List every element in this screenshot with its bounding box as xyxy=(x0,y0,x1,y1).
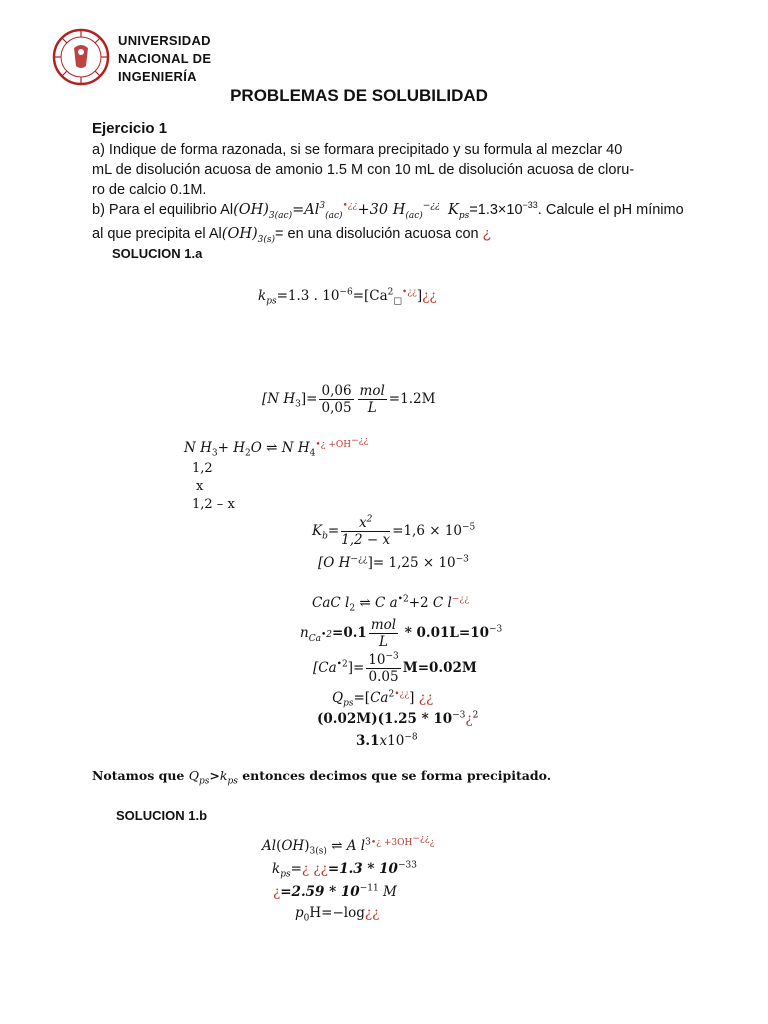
problem-a-line: ro de calcio 0.1M. xyxy=(92,182,207,198)
kps-value: =1.3×10 xyxy=(469,202,523,218)
cacl2-dissociation: CaC $l_2$ ⇌ C $a^{•2}+2$ C l−¿¿ xyxy=(312,594,470,614)
aloh3-dissociation: $Al(OH)_{3(s)}$ ⇌ A $l^{3•¿ +3OH^{-¿¿}¿}$ xyxy=(262,833,435,857)
al-oh3-solid: $(OH)_{3(s)}$ xyxy=(221,226,276,245)
university-name xyxy=(118,32,211,86)
kps-equation-2: $k_{ps}=¿$ ¿¿$=1.3 * 10^{-33}$ xyxy=(272,860,417,880)
problem-b-prefix: b) Para el equilibrio Al xyxy=(92,202,234,218)
ice-equilibrium: 1,2 – x xyxy=(192,497,235,512)
problem-b-line2-suffix: = en una disolución acuosa con xyxy=(275,226,479,242)
solution-b-heading: SOLUCION 1.b xyxy=(116,808,208,823)
university-seal-logo xyxy=(52,28,110,86)
problem-b-line2 xyxy=(92,224,682,244)
problem-a-line: mL de disolución acuosa de amonio 1.5 M con 10 mL de disolución acuosa de cloru- xyxy=(92,162,635,178)
al-oh3-formula: $(OH)_{3(ac)}=Al^3_{(ac)}^{•¿¿}+30$ $H_{(ac)}^{-¿¿}$ xyxy=(233,201,440,221)
university-line: INGENIERÍA xyxy=(118,69,197,84)
university-line: NACIONAL DE xyxy=(118,51,212,66)
problem-a xyxy=(92,140,682,200)
problem-b-line2-prefix: al que precipita el Al xyxy=(92,226,222,242)
ca-concentration: $[Ca^{•2}]=$ $\frac{10^{-3}}{0.05}$ M=0.02M xyxy=(313,651,477,685)
nh3-equilibrium-equation: N $H_3+ H_2O$ ⇌ N $H_4^{•¿ +OH^{-¿¿}}$ xyxy=(184,435,369,459)
garbled-char: ¿ xyxy=(482,226,492,242)
problem-b-suffix: . Calcule el pH mínimo xyxy=(537,202,684,218)
kps-exponent: −33 xyxy=(522,200,538,211)
problem-b-line1 xyxy=(92,200,712,220)
problem-a-line: a) Indique de forma razonada, si se formara precipitado y su formula al mezclar 40 xyxy=(92,142,623,158)
solution-a-heading: SOLUCION 1.a xyxy=(112,246,203,261)
nh3-concentration-equation: [N $H_3]=$ $\frac{0,06}{0,05}$ $\frac{\text{mol}}{L}$ =1.2M xyxy=(262,383,436,416)
qps-definition: $Q_{ps}=[Ca^{2•¿¿}]$ ¿¿ xyxy=(332,689,434,709)
kps-symbol: $K_{ps}$ xyxy=(448,202,470,221)
ph-equation: $p_0H=-\log¿¿$ xyxy=(295,905,380,924)
moles-ca-equation: $n_{Ca^{•2}}=0.1$ $\frac{\text{mol}}{L}$ * $0.01L=10^{-3}$ xyxy=(300,617,503,650)
kps-equation-1: $k_{ps}=1.3$ . $10^{-6}=[Ca^2_□^{•¿¿}]¿¿$ xyxy=(258,287,437,307)
ice-table xyxy=(192,460,235,514)
ice-change: x xyxy=(196,479,204,494)
kb-equation: $K_b=$ $\frac{x^2}{1,2 - x}$ $=1,6 \times 10^{-5}$ xyxy=(312,514,476,548)
conclusion-note: Notamos que $Q_{ps}>k_{ps}$ entonces decimos que se forma precipitado. xyxy=(92,768,552,787)
qps-substitution: $(0.02M)(1.25 * 10^{-3}¿^2$ xyxy=(317,710,479,727)
oh-concentration: [O $H^{-¿¿}]= 1,25 \times 10^{-3}$ xyxy=(318,554,469,571)
document-title: PROBLEMAS DE SOLUBILIDAD xyxy=(230,86,488,105)
university-line: UNIVERSIDAD xyxy=(118,33,211,48)
qps-result: $3.1x10^{-8}$ xyxy=(356,732,418,749)
oh-result: ¿$=2.59 * 10^{-11}$ M xyxy=(273,883,397,900)
exercise-heading: Ejercicio 1 xyxy=(92,120,168,137)
ice-initial: 1,2 xyxy=(192,461,213,476)
